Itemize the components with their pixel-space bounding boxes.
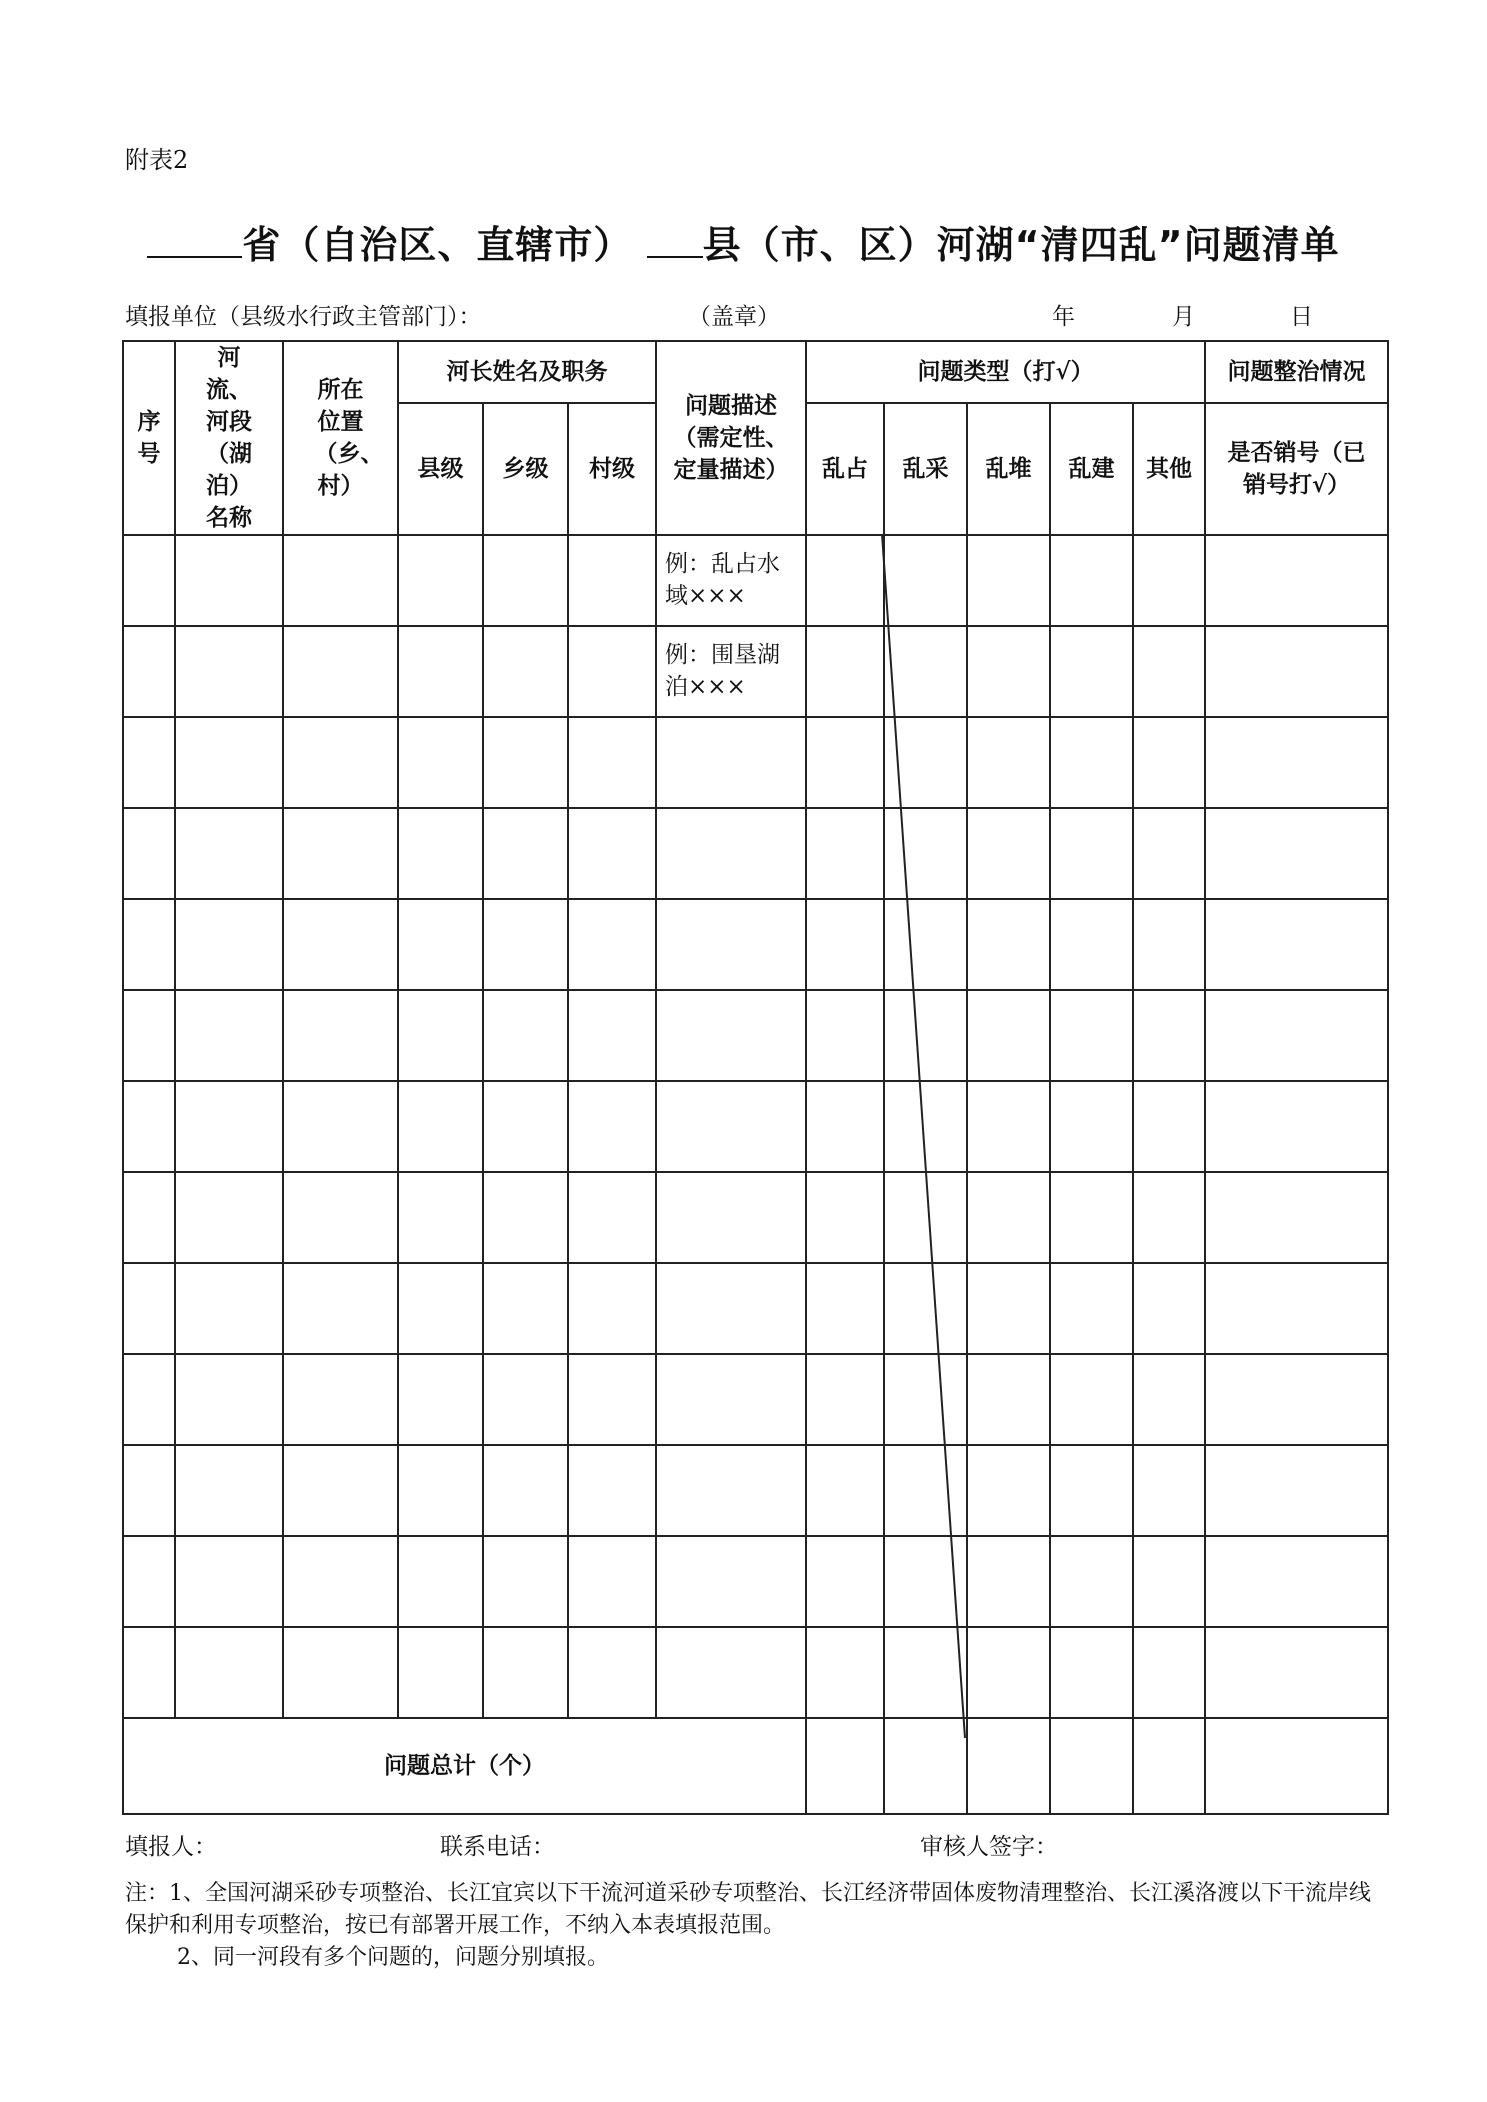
cell-type-build[interactable] (1050, 1263, 1133, 1354)
cell-river[interactable] (175, 1627, 283, 1718)
cell-river[interactable] (175, 535, 283, 626)
table-row (123, 899, 1388, 990)
cell-chief-township[interactable] (483, 808, 568, 899)
cell-rectify[interactable] (1205, 1263, 1388, 1354)
cell-type-mining[interactable] (884, 717, 967, 808)
cell-serial[interactable] (123, 1263, 175, 1354)
cell-chief-county[interactable] (398, 1627, 483, 1718)
cell-river[interactable] (175, 1263, 283, 1354)
cell-rectify[interactable] (1205, 1536, 1388, 1627)
cell-type-mining[interactable] (884, 1445, 967, 1536)
cell-location[interactable] (283, 1263, 398, 1354)
cell-description[interactable] (656, 1536, 806, 1627)
cell-chief-township[interactable] (483, 1081, 568, 1172)
month-label: 月 (1172, 304, 1195, 330)
cell-description[interactable]: 例：围垦湖泊××× (656, 626, 806, 717)
header-row-1 (123, 341, 1388, 403)
cell-location[interactable] (283, 1445, 398, 1536)
cell-chief-village[interactable] (568, 535, 656, 626)
cell-type-mining[interactable] (884, 1627, 967, 1718)
cell-river[interactable] (175, 808, 283, 899)
header-description: 问题描述（需定性、定量描述） (656, 341, 806, 535)
cell-description[interactable] (656, 717, 806, 808)
cell-type-pile[interactable] (967, 535, 1050, 626)
cell-serial[interactable] (123, 717, 175, 808)
cell-chief-county[interactable] (398, 1263, 483, 1354)
cell-serial[interactable] (123, 1172, 175, 1263)
cell-type-other[interactable] (1133, 1263, 1205, 1354)
cell-type-build[interactable] (1050, 808, 1133, 899)
cell-type-occupy[interactable] (806, 899, 884, 990)
note-1: 注：1、全国河湖采砂专项整治、长江宜宾以下干流河道采砂专项整治、长江经济带固体废物清理整治、长江溪洛渡以下干流岸线保护和利用专项整治，按已有部署开展工作，不纳入本表填报范围。 (125, 1881, 1372, 1938)
cell-type-build[interactable] (1050, 1172, 1133, 1263)
cell-location[interactable] (283, 1354, 398, 1445)
cell-type-pile[interactable] (967, 1081, 1050, 1172)
cell-type-mining[interactable] (884, 1354, 967, 1445)
page-title (0, 214, 1487, 269)
cell-rectify[interactable] (1205, 1627, 1388, 1718)
cell-rectify[interactable] (1205, 717, 1388, 808)
cell-river[interactable] (175, 1354, 283, 1445)
table-row (123, 1081, 1388, 1172)
cell-chief-county[interactable] (398, 1445, 483, 1536)
cell-type-other[interactable] (1133, 535, 1205, 626)
cell-location[interactable] (283, 808, 398, 899)
cell-chief-county[interactable] (398, 1172, 483, 1263)
cell-rectify[interactable] (1205, 1081, 1388, 1172)
cell-type-pile[interactable] (967, 990, 1050, 1081)
table-row (123, 1445, 1388, 1536)
cell-serial[interactable] (123, 1081, 175, 1172)
cell-type-other[interactable] (1133, 1445, 1205, 1536)
cell-serial[interactable] (123, 1445, 175, 1536)
cell-type-other[interactable] (1133, 808, 1205, 899)
cell-chief-village[interactable] (568, 1172, 656, 1263)
cell-chief-village[interactable] (568, 1445, 656, 1536)
cell-type-mining[interactable] (884, 899, 967, 990)
table-row (123, 1627, 1388, 1718)
cell-type-other[interactable] (1133, 1081, 1205, 1172)
cell-type-other[interactable] (1133, 1172, 1205, 1263)
cell-chief-township[interactable] (483, 1445, 568, 1536)
cell-type-occupy[interactable] (806, 990, 884, 1081)
cell-rectify[interactable] (1205, 1172, 1388, 1263)
cell-type-pile[interactable] (967, 1445, 1050, 1536)
note-2: 2、同一河段有多个问题的，问题分别填报。 (177, 1945, 609, 1970)
cell-type-build[interactable] (1050, 1627, 1133, 1718)
province-blank[interactable] (147, 222, 242, 258)
total-cell-other[interactable] (1133, 1718, 1205, 1814)
reviewer-label: 审核人签字： (920, 1834, 1058, 1860)
cell-location[interactable] (283, 717, 398, 808)
cell-type-build[interactable] (1050, 899, 1133, 990)
cell-rectify[interactable] (1205, 535, 1388, 626)
cell-type-occupy[interactable] (806, 626, 884, 717)
header-chief-group: 河长姓名及职务 (398, 341, 656, 403)
cell-serial[interactable] (123, 990, 175, 1081)
cell-type-mining[interactable] (884, 1081, 967, 1172)
cell-chief-county[interactable] (398, 990, 483, 1081)
seal-label: （盖章） (688, 304, 780, 330)
total-label: 问题总计（个） (123, 1718, 806, 1814)
cell-type-build[interactable] (1050, 626, 1133, 717)
table-row (123, 626, 1388, 717)
header-serial: 序号 (123, 341, 175, 535)
year-label: 年 (1052, 304, 1075, 330)
cell-location[interactable] (283, 990, 398, 1081)
cell-location[interactable] (283, 1627, 398, 1718)
cell-serial[interactable] (123, 808, 175, 899)
cell-rectify[interactable] (1205, 626, 1388, 717)
table-row (123, 535, 1388, 626)
appendix-label: 附表2 (125, 146, 189, 174)
table-row (123, 1354, 1388, 1445)
header-chief-village: 村级 (568, 403, 656, 535)
header-rectify-cancel: 是否销号（已销号打√） (1205, 403, 1388, 535)
header-type-mining: 乱采 (884, 403, 967, 535)
cell-rectify[interactable] (1205, 990, 1388, 1081)
cell-location[interactable] (283, 899, 398, 990)
cell-chief-village[interactable] (568, 899, 656, 990)
cell-chief-county[interactable] (398, 1081, 483, 1172)
cell-type-occupy[interactable] (806, 535, 884, 626)
cell-type-mining[interactable] (884, 626, 967, 717)
cell-chief-county[interactable] (398, 626, 483, 717)
table-row (123, 1172, 1388, 1263)
cell-river[interactable] (175, 1536, 283, 1627)
cell-chief-village[interactable] (568, 1263, 656, 1354)
cell-type-occupy[interactable] (806, 1172, 884, 1263)
total-cell-build[interactable] (1050, 1718, 1133, 1814)
cell-type-mining[interactable] (884, 1263, 967, 1354)
cell-type-occupy[interactable] (806, 1536, 884, 1627)
header-type-other: 其他 (1133, 403, 1205, 535)
cell-chief-township[interactable] (483, 1627, 568, 1718)
cell-chief-county[interactable] (398, 808, 483, 899)
cell-river[interactable] (175, 717, 283, 808)
cell-river[interactable] (175, 899, 283, 990)
cell-chief-county[interactable] (398, 1536, 483, 1627)
problem-list-table (122, 340, 1389, 1815)
cell-description[interactable] (656, 1445, 806, 1536)
cell-type-mining[interactable] (884, 990, 967, 1081)
cell-chief-village[interactable] (568, 626, 656, 717)
cell-type-other[interactable] (1133, 1536, 1205, 1627)
total-cell-occupy[interactable] (806, 1718, 884, 1814)
cell-type-build[interactable] (1050, 1081, 1133, 1172)
cell-location[interactable] (283, 1172, 398, 1263)
cell-type-occupy[interactable] (806, 808, 884, 899)
header-type-pile: 乱堆 (967, 403, 1050, 535)
cell-serial[interactable] (123, 1627, 175, 1718)
cell-river[interactable] (175, 1081, 283, 1172)
cell-type-occupy[interactable] (806, 1627, 884, 1718)
table-row (123, 990, 1388, 1081)
cell-description[interactable] (656, 899, 806, 990)
cell-type-occupy[interactable] (806, 1354, 884, 1445)
cell-description[interactable] (656, 1354, 806, 1445)
header-type-group: 问题类型（打√） (806, 341, 1205, 403)
cell-type-mining[interactable] (884, 535, 967, 626)
cell-type-build[interactable] (1050, 1536, 1133, 1627)
table-row (123, 1536, 1388, 1627)
cell-chief-county[interactable] (398, 1354, 483, 1445)
cell-description[interactable]: 例：乱占水域××× (656, 535, 806, 626)
cell-type-build[interactable] (1050, 717, 1133, 808)
cell-serial[interactable] (123, 899, 175, 990)
cell-type-mining[interactable] (884, 1172, 967, 1263)
cell-type-other[interactable] (1133, 717, 1205, 808)
header-type-occupy: 乱占 (806, 403, 884, 535)
cell-type-build[interactable] (1050, 1354, 1133, 1445)
county-blank[interactable] (647, 222, 703, 258)
cell-serial[interactable] (123, 626, 175, 717)
total-cell-rectify[interactable] (1205, 1718, 1388, 1814)
header-river: 河流、河段（湖泊）名称 (175, 341, 283, 535)
header-location: 所在位置（乡、村） (283, 341, 398, 535)
cell-chief-township[interactable] (483, 1263, 568, 1354)
header-type-build: 乱建 (1050, 403, 1133, 535)
cell-type-pile[interactable] (967, 1263, 1050, 1354)
cell-chief-township[interactable] (483, 899, 568, 990)
total-cell-pile[interactable] (967, 1718, 1050, 1814)
cell-type-build[interactable] (1050, 535, 1133, 626)
cell-type-other[interactable] (1133, 1354, 1205, 1445)
cell-rectify[interactable] (1205, 808, 1388, 899)
cell-chief-township[interactable] (483, 626, 568, 717)
cell-description[interactable] (656, 808, 806, 899)
header-chief-county: 县级 (398, 403, 483, 535)
cell-location[interactable] (283, 535, 398, 626)
cell-description[interactable] (656, 990, 806, 1081)
cell-chief-village[interactable] (568, 1627, 656, 1718)
cell-serial[interactable] (123, 1536, 175, 1627)
cell-description[interactable] (656, 1172, 806, 1263)
cell-chief-village[interactable] (568, 717, 656, 808)
header-chief-township: 乡级 (483, 403, 568, 535)
cell-chief-township[interactable] (483, 535, 568, 626)
cell-chief-township[interactable] (483, 717, 568, 808)
cell-serial[interactable] (123, 535, 175, 626)
cell-type-occupy[interactable] (806, 1263, 884, 1354)
cell-type-pile[interactable] (967, 1354, 1050, 1445)
cell-chief-township[interactable] (483, 990, 568, 1081)
cell-type-pile[interactable] (967, 626, 1050, 717)
title-part2: 县（市、区）河湖“清四乱”问题清单 (702, 223, 1340, 267)
cell-chief-village[interactable] (568, 808, 656, 899)
cell-rectify[interactable] (1205, 899, 1388, 990)
cell-type-pile[interactable] (967, 1536, 1050, 1627)
total-row (123, 1718, 1388, 1814)
cell-type-pile[interactable] (967, 899, 1050, 990)
unit-label: 填报单位（县级水行政主管部门）： (125, 304, 482, 330)
cell-type-other[interactable] (1133, 899, 1205, 990)
cell-chief-county[interactable] (398, 717, 483, 808)
cell-river[interactable] (175, 990, 283, 1081)
cell-chief-village[interactable] (568, 990, 656, 1081)
cell-type-pile[interactable] (967, 1172, 1050, 1263)
cell-location[interactable] (283, 1536, 398, 1627)
cell-type-build[interactable] (1050, 990, 1133, 1081)
filler-label: 填报人： (125, 1834, 217, 1860)
cell-rectify[interactable] (1205, 1354, 1388, 1445)
cell-river[interactable] (175, 1445, 283, 1536)
cell-serial[interactable] (123, 1354, 175, 1445)
day-label: 日 (1290, 304, 1313, 330)
cell-type-build[interactable] (1050, 1445, 1133, 1536)
cell-rectify[interactable] (1205, 1445, 1388, 1536)
cell-type-other[interactable] (1133, 626, 1205, 717)
cell-type-other[interactable] (1133, 1627, 1205, 1718)
cell-type-pile[interactable] (967, 717, 1050, 808)
cell-description[interactable] (656, 1081, 806, 1172)
cell-chief-village[interactable] (568, 1354, 656, 1445)
cell-river[interactable] (175, 1172, 283, 1263)
cell-location[interactable] (283, 1081, 398, 1172)
cell-chief-township[interactable] (483, 1354, 568, 1445)
cell-type-other[interactable] (1133, 990, 1205, 1081)
table-row (123, 808, 1388, 899)
table-row (123, 717, 1388, 808)
cell-chief-township[interactable] (483, 1172, 568, 1263)
title-part1: 省（自治区、直辖市） (242, 223, 633, 267)
header-rectify-group: 问题整治情况 (1205, 341, 1388, 403)
cell-location[interactable] (283, 626, 398, 717)
table-row (123, 1263, 1388, 1354)
cell-chief-county[interactable] (398, 535, 483, 626)
notes (125, 1878, 1385, 1974)
cell-description[interactable] (656, 1263, 806, 1354)
cell-description[interactable] (656, 1627, 806, 1718)
cell-chief-township[interactable] (483, 1536, 568, 1627)
cell-type-pile[interactable] (967, 1627, 1050, 1718)
cell-river[interactable] (175, 626, 283, 717)
cell-type-pile[interactable] (967, 808, 1050, 899)
total-cell-mining[interactable] (884, 1718, 967, 1814)
cell-type-mining[interactable] (884, 1536, 967, 1627)
cell-type-occupy[interactable] (806, 717, 884, 808)
cell-type-mining[interactable] (884, 808, 967, 899)
cell-type-occupy[interactable] (806, 1445, 884, 1536)
cell-chief-village[interactable] (568, 1081, 656, 1172)
cell-chief-village[interactable] (568, 1536, 656, 1627)
cell-chief-county[interactable] (398, 899, 483, 990)
phone-label: 联系电话： (440, 1834, 555, 1860)
cell-type-occupy[interactable] (806, 1081, 884, 1172)
